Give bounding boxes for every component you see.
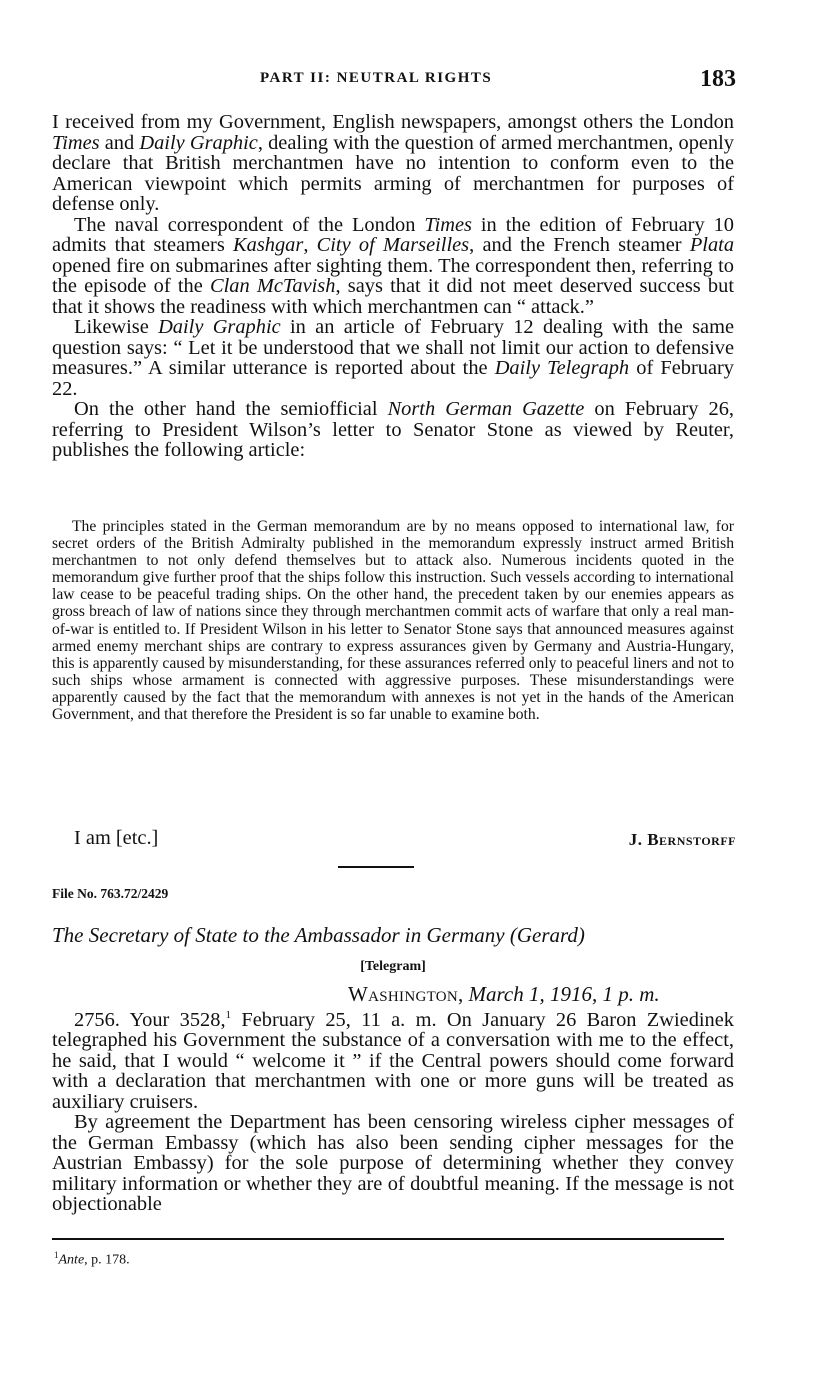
footnote-ref: 1 (225, 1009, 232, 1021)
newspaper-name: Times (52, 131, 100, 154)
block-quote (52, 518, 734, 723)
footnote: $^1$Ante, p. 178. (54, 1250, 130, 1268)
letter-body (52, 112, 734, 461)
telegram-label: [Telegram] (360, 959, 426, 974)
newspaper-name: Times (424, 213, 472, 236)
footnote-divider (52, 1238, 724, 1240)
letter-paragraph-1: I received from my Government, English newspapers, amongst others the London Times and Daily Graphic, dealing with the question of armed merchantmen, openly declare that British merchantmen have no intention to conform even to the American viewpoint which permits arming of merchantmen for purposes of defense only. (52, 111, 734, 215)
dateline: Washington, March 1, 1916, 1 p. m. (348, 982, 660, 1006)
telegram-paragraph-1: 2756. Your 3528,$^1$ February 25, 11 a. m. On January 26 Baron Zwiedinek telegraphed his Government the substance of a conversation with me to the effect, he said, that I would “ welcome it ” if the Central powers should come forward with a declaration that merchantmen with one or more guns will be treated as auxiliary cruisers. (52, 1008, 734, 1113)
dateline-date: March 1, 1916, 1 p. m. (468, 982, 660, 1006)
footnote-mark: 1 (54, 1250, 59, 1260)
signature: J. Bernstorff (628, 830, 736, 849)
quote-paragraph: The principles stated in the German memorandum are by no means opposed to international law, for secret orders of the British Admiralty published in the memorandum expressly instruct armed British merchantmen to not only defend themselves but to attack also. Numerous incidents quoted in the memorandum give further proof that the ships follow this instruction. Such vessels according to international law cease to be peaceful trading ships. On the other hand, the precedent taken by our enemies appears as gross breach of law of nations since they through merchantmen commit acts of warfare that only a real man-of-war is entitled to. If President Wilson in his letter to Senator Stone says that announced measures against armed enemy merchant ships are contrary to express assurances given by Germany and Austria-Hungary, this is apparently caused by misunderstanding, for these assurances referred only to peaceful liners and not to such ships whose armament is connected with aggressive purposes. These misunderstandings were apparently caused by the fact that the memorandum with annexes is not yet in the hands of the American Government, and that therefore the President is so far unable to examine both. (52, 518, 735, 724)
letter-paragraph-4: On the other hand the semiofficial North German Gazette on February 26, referring to President Wilson’s letter to Senator Stone as viewed by Reuter, publishes the following article: (52, 398, 734, 461)
file-number: File No. 763.72/2429 (52, 886, 169, 901)
letter-paragraph-3: Likewise Daily Graphic in an article of February 12 dealing with the same question says: “ Let it be understood that we shall not limit our action to defensive measures.” A similar utterance is reported about the Daily Telegraph of February 22. (52, 316, 734, 400)
closing-line: I am [etc.] (74, 827, 159, 849)
footnote-ref-text: Ante (58, 1252, 85, 1268)
ship-name: Clan McTavish (210, 275, 336, 297)
running-head: PART II: NEUTRAL RIGHTS (260, 70, 493, 86)
newspaper-name: Daily Telegraph (494, 357, 630, 379)
newspaper-name: North German Gazette (387, 398, 585, 420)
ship-name: City of Marseilles (316, 234, 470, 256)
telegram-body (52, 1005, 734, 1215)
page-number: 183 (700, 66, 736, 92)
ship-name: Kashgar (233, 234, 304, 256)
page-header (52, 66, 736, 96)
section-divider (338, 866, 414, 868)
newspaper-name: Daily Graphic (158, 316, 281, 338)
letter-paragraph-2: The naval correspondent of the London Times in the edition of February 10 admits that steamers Kashgar, City of Marseilles, and the French steamer Plata opened fire on submarines after sighting them. The correspondent then, referring to the episode of the Clan McTavish, says that it did not meet deserved success but that it shows the readiness with which merchantmen can “ attack.” (52, 213, 735, 318)
document-title: The Secretary of State to the Ambassador in Germany (Gerard) (52, 923, 585, 947)
newspaper-name: Daily Graphic (139, 131, 258, 154)
telegram-paragraph-2: By agreement the Department has been censoring wireless cipher messages of the German Embassy (which has also been sending cipher messages for the Austrian Embassy) for the sole purpose of determining whether they convey military information or whether they are of doubtful meaning. If the message is not objectionable (52, 1111, 734, 1216)
dateline-place: Washington (348, 982, 459, 1006)
ship-name: Plata (689, 234, 735, 256)
